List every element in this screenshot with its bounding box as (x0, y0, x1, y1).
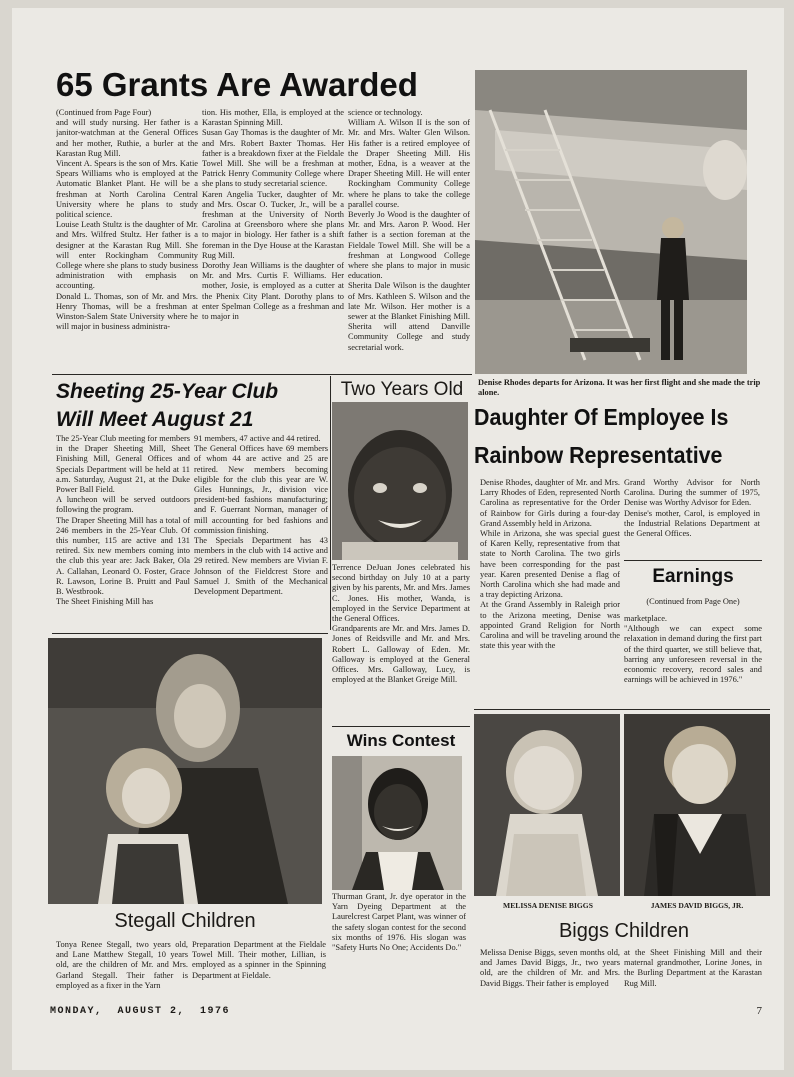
club-headline-line-1: Sheeting 25-Year Club (56, 380, 279, 403)
divider-line (624, 560, 762, 561)
airplane-photo (475, 70, 747, 374)
biggs-headline: Biggs Children (558, 920, 690, 942)
daughter-column-2: Grand Worthy Advisor for North Carolina. During the summer of 1975, Denise was Worthy Advisor for Eden. Denise's mother, Carol, is employed in the Industrial Relations Department at the General Offices. (624, 478, 760, 539)
grants-column-3: science or technology. William A. Wilson II is the son of Mr. and Mrs. Walter Glen Wilson. His father is a retired employee of the Draper Sheeting Mill. His mother, Edna, is a weaver at the Draper Sheeting Mill. He will enter Rockingham Community College where he plans to take the college parallel course. Beverly Jo Wood is the daughter of Mr. and Mrs. Aaron P. Wood. Her father is a section foreman at the Fieldale Towel Mill. She will be a freshman at Longwood College where she plans to major in music education. Sherita Dale Wilson is the daughter of Mrs. Kathleen S. Wilson and the late Mr. Wilson. Her mother is a sewer at the Blanket Finishing Mill. Sherita will attend Danville Community College and study secretarial work. (348, 108, 470, 352)
grants-column-1: (Continued from Page Four) and will study nursing. Her father is a janitor-watchman at the General Offices and her mother, Ruthie, a burler at the Karastan Rug Mill. Vincent A. Spears is the son of Mrs. Katie Spears Williams who is employed at the Automatic Blanket Plant. He will be a freshman at North Carolina Central University where he plans to study political science. Louise Leath Stultz is the daughter of Mr. and Mrs. Wilfred Stultz. Her father is a designer at the Karastan Rug Mill. She will enter Rockingham Community College where she plans to study business administration with emphasis on accounting. Donald L. Thomas, son of Mr. and Mrs. Henry Thomas, will be a freshman at Winston-Salem State University where he will major in business administra- (56, 108, 198, 332)
stegall-headline: Stegall Children (114, 910, 256, 932)
plane-photo-caption: Denise Rhodes departs for Arizona. It was her first flight and she made the trip alone. (478, 378, 761, 397)
melissa-biggs-label: MELISSA DENISE BIGGS (503, 901, 593, 910)
daughter-column-1: Denise Rhodes, daughter of Mr. and Mrs. Larry Rhodes of Eden, represented North Carolina as representative for the Order of Rainbow for Girls during a four-day Grand Assembly held in Arizona. While in Arizona, she was special guest of Karen Kelly, representative from that state to North Carolina. The two girls have been corresponding for the past year. Karen presented Denise a flag of North Carolina which she had made and a tray depicting Arizona. At the Grand Assembly in Raleigh prior to the Arizona meeting, Denise was appointed Grand Religion for North Carolina and will be traveling around the state this year with the (480, 478, 620, 651)
james-biggs-label: JAMES DAVID BIGGS, JR. (650, 901, 744, 910)
contest-winner-photo (332, 756, 462, 890)
page-number: 7 (756, 1005, 762, 1017)
club-column-2: 91 members, 47 active and 44 retired. The General Offices have 69 members of whom 44 are active and 25 are retired. New members becoming eligible for the club this year are W. Giles Hunnings, Jr., division vice president-bed fashions manufacturing; and F. Guerrant Norman, manager of mill accounting for bed fashions and commission finishing. The Specials Department has 43 members in the club with 14 active and 29 retired. New members are Vivian F. Johnson of the Fieldcrest Store and Samuel J. Smith of the Mechanical Development Department. (194, 434, 328, 597)
earnings-continued-label: (Continued from Page One) (646, 597, 740, 606)
two-years-caption: Terrence DeJuan Jones celebrated his second birthday on July 10 at a party given by his parents, Mr. and Mrs. James C. Jones. His mother, Wanda, is employed in the Service Department at the General Offices. Grandparents are Mr. and Mrs. James D. Jones of Reidsville and Mr. and Mrs. Robert L. Galloway of Eden. Mr. Galloway is employed at the General Offices. Mrs. Galloway, Lucy, is employed at the Blanket Greige Mill. (332, 563, 470, 685)
club-headline-line-2: Will Meet August 21 (56, 408, 254, 431)
wins-contest-headline: Wins Contest (346, 731, 456, 750)
footer-date: MONDAY, AUGUST 2, 1976 (50, 1006, 231, 1017)
stegall-column-1: Tonya Renee Stegall, two years old, and Lane Matthew Stegall, 10 years old, are the children of Mr. and Mrs. Garland Stegall. Their father is employed as a fixer in the Yarn (56, 940, 188, 990)
toddler-photo (332, 402, 468, 560)
grants-column-2: tion. His mother, Ella, is employed at the Karastan Spinning Mill. Susan Gay Thomas is the daughter of Mr. and Mrs. Robert Baxter Thomas. Her father is a breakdown fixer at the Fieldale Towel Mill. She will be a freshman at Patrick Henry Community College where she plans to study secretarial science. Karen Angelia Tucker, daughter of Mr. and Mrs. Oscar O. Tucker, Jr., will be a freshman at the University of North Carolina at Greensboro where she plans to major in biology. Her father is a shift foreman in the Dye House at the Karastan Rug Mill. Dorothy Jean Williams is the daughter of Mr. and Mrs. Curtis F. Williams. Her mother, Josie, is employed as a cutter at the Phenix City Plant. Dorothy plans to enter Spelman College as a freshman and to major in (202, 108, 344, 322)
divider-line (332, 726, 470, 727)
biggs-column-1: Melissa Denise Biggs, seven months old, and James David Biggs, Jr., two years old, are the children of Mr. and Mrs. David Biggs. Their father is employed (480, 948, 620, 988)
club-column-1: The 25-Year Club meeting for members in the Draper Sheeting Mill, Sheet Finishing Mill, General Offices and Specials Department will be held at 11 a.m. Saturday, August 21, at the Duke Power Ball Field. A luncheon will be served outdoors following the program. The Draper Sheeting Mill has a total of 246 members in the 25-Year Club. Of this number, 115 are active and 131 retired. Six new members coming into the club this year are: Jack Baker, Ola A. Callahan, Leonard O. Foster, Grace R. Lawson, Lorine B. Pruitt and Paul B. Westbrook. The Sheet Finishing Mill has (56, 434, 190, 607)
stegall-children-photo (48, 638, 322, 904)
daughter-headline-line-2: Rainbow Representative (474, 442, 723, 468)
stegall-column-2: Preparation Department at the Fieldale Towel Mill. Their mother, Lillian, is employed as a spinner in the Spinning Department at Fieldale. (192, 940, 326, 980)
daughter-headline-line-1: Daughter Of Employee Is (474, 404, 729, 430)
newspaper-page (12, 8, 784, 1070)
column-divider (330, 376, 331, 630)
earnings-body: marketplace. "Although we can expect some relaxation in demand during the first part of the third quarter, we still believe that, barring any unforeseen reversal in the economic recovery, record sales and earnings will be achieved in 1976." (624, 614, 762, 685)
wins-contest-caption: Thurman Grant, Jr. dye operator in the Yarn Dyeing Department at the Laurelcrest Carpet Plant, was winner of the safety slogan contest for the second six months of 1976. His slogan was "Safety Hurts No One; Accidents Do." (332, 892, 466, 953)
james-biggs-photo (624, 714, 770, 896)
divider-line (474, 709, 770, 710)
two-years-headline: Two Years Old (340, 379, 464, 400)
earnings-headline: Earnings (652, 566, 734, 587)
biggs-column-2: at the Sheet Finishing Mill and their maternal grandmother, Lorine Jones, in the Burling Department at the Karastan Rug Mill. (624, 948, 762, 988)
divider-line (52, 374, 472, 375)
melissa-biggs-photo (474, 714, 620, 896)
divider-line (52, 633, 328, 634)
grants-headline: 65 Grants Are Awarded (56, 66, 418, 103)
